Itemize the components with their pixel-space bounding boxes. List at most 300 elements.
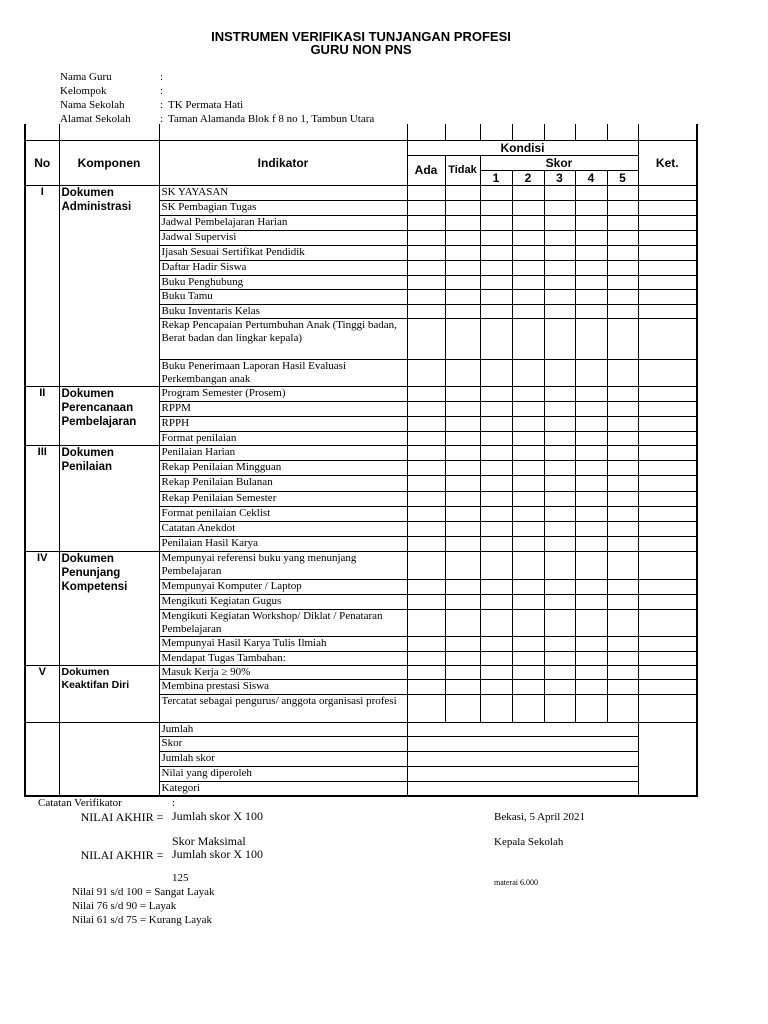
row-indikator: Buku Inventaris Kelas <box>159 304 407 318</box>
skor-2-cell[interactable] <box>512 536 544 551</box>
ket-cell[interactable] <box>638 475 697 491</box>
skor-4-cell[interactable] <box>575 230 607 245</box>
skor-2-cell[interactable] <box>512 289 544 304</box>
ket-cell[interactable] <box>638 416 697 431</box>
skor-2-cell[interactable] <box>512 230 544 245</box>
skor-3-cell[interactable] <box>544 289 575 304</box>
skor-2-cell[interactable] <box>512 200 544 215</box>
summary-label: Nilai yang diperoleh <box>159 766 407 781</box>
ket-cell[interactable] <box>638 694 697 722</box>
skor-3-cell[interactable] <box>544 694 575 722</box>
skor-4-cell[interactable] <box>575 694 607 722</box>
tidak-checkbox-cell[interactable] <box>445 506 480 521</box>
ket-cell[interactable] <box>638 491 697 506</box>
ket-cell[interactable] <box>638 386 697 401</box>
ada-checkbox-cell[interactable] <box>407 579 445 594</box>
ket-cell[interactable] <box>638 679 697 694</box>
skor-1-cell[interactable] <box>480 521 512 536</box>
skor-2-cell[interactable] <box>512 386 544 401</box>
summary-value-cell[interactable] <box>407 781 638 796</box>
tidak-checkbox-cell[interactable] <box>445 694 480 722</box>
skor-4-cell[interactable] <box>575 304 607 318</box>
ket-cell[interactable] <box>638 200 697 215</box>
skor-2-cell[interactable] <box>512 275 544 289</box>
row-indikator: SK YAYASAN <box>159 185 407 200</box>
formula-numerator-1: Jumlah skor X 100 <box>172 809 263 823</box>
header-skor-5: 5 <box>607 170 638 185</box>
ada-checkbox-cell[interactable] <box>407 536 445 551</box>
tidak-checkbox-cell[interactable] <box>445 185 480 200</box>
ada-checkbox-cell[interactable] <box>407 275 445 289</box>
skor-5-cell[interactable] <box>607 185 638 200</box>
skor-4-cell[interactable] <box>575 609 607 636</box>
row-indikator: Mengikuti Kegiatan Gugus <box>159 594 407 609</box>
ket-cell[interactable] <box>638 460 697 475</box>
skor-1-cell[interactable] <box>480 694 512 722</box>
skor-1-cell[interactable] <box>480 679 512 694</box>
summary-value-cell[interactable] <box>407 722 638 736</box>
skor-4-cell[interactable] <box>575 445 607 460</box>
tidak-checkbox-cell[interactable] <box>445 460 480 475</box>
skor-2-cell[interactable] <box>512 318 544 359</box>
ada-checkbox-cell[interactable] <box>407 445 445 460</box>
skor-5-cell[interactable] <box>607 401 638 416</box>
table-row <box>25 185 697 200</box>
skor-3-cell[interactable] <box>544 579 575 594</box>
skor-4-cell[interactable] <box>575 386 607 401</box>
skor-2-cell[interactable] <box>512 304 544 318</box>
skor-3-cell[interactable] <box>544 185 575 200</box>
ket-cell[interactable] <box>638 521 697 536</box>
ada-checkbox-cell[interactable] <box>407 185 445 200</box>
skor-5-cell[interactable] <box>607 304 638 318</box>
ket-cell[interactable] <box>638 445 697 460</box>
tidak-checkbox-cell[interactable] <box>445 665 480 679</box>
ada-checkbox-cell[interactable] <box>407 665 445 679</box>
ket-cell[interactable] <box>638 289 697 304</box>
skor-2-cell[interactable] <box>512 636 544 651</box>
tidak-checkbox-cell[interactable] <box>445 386 480 401</box>
skor-4-cell[interactable] <box>575 359 607 386</box>
skor-1-cell[interactable] <box>480 289 512 304</box>
skor-5-cell[interactable] <box>607 679 638 694</box>
tidak-checkbox-cell[interactable] <box>445 359 480 386</box>
skor-1-cell[interactable] <box>480 445 512 460</box>
skor-1-cell[interactable] <box>480 318 512 359</box>
summary-value-cell[interactable] <box>407 736 638 751</box>
table-row <box>25 445 697 460</box>
ada-checkbox-cell[interactable] <box>407 215 445 230</box>
tidak-checkbox-cell[interactable] <box>445 289 480 304</box>
skor-3-cell[interactable] <box>544 445 575 460</box>
row-no: IV <box>25 551 59 665</box>
skor-1-cell[interactable] <box>480 431 512 445</box>
skor-1-cell[interactable] <box>480 359 512 386</box>
summary-row <box>25 722 697 736</box>
skor-2-cell[interactable] <box>512 401 544 416</box>
row-no: III <box>25 445 59 551</box>
skor-3-cell[interactable] <box>544 665 575 679</box>
tidak-checkbox-cell[interactable] <box>445 594 480 609</box>
tidak-checkbox-cell[interactable] <box>445 609 480 636</box>
skor-2-cell[interactable] <box>512 460 544 475</box>
spacer-cell <box>480 124 512 140</box>
info-value: TK Permata Hati <box>168 99 244 111</box>
catatan-label: Catatan Verifikator <box>38 797 122 809</box>
skor-5-cell[interactable] <box>607 579 638 594</box>
skor-5-cell[interactable] <box>607 665 638 679</box>
skor-2-cell[interactable] <box>512 594 544 609</box>
skor-4-cell[interactable] <box>575 651 607 665</box>
skor-2-cell[interactable] <box>512 551 544 579</box>
skor-5-cell[interactable] <box>607 491 638 506</box>
skor-5-cell[interactable] <box>607 431 638 445</box>
tidak-checkbox-cell[interactable] <box>445 304 480 318</box>
skor-3-cell[interactable] <box>544 416 575 431</box>
summary-ket-cell <box>638 722 697 796</box>
skor-5-cell[interactable] <box>607 200 638 215</box>
info-row <box>60 84 168 98</box>
skor-5-cell[interactable] <box>607 594 638 609</box>
document-title: INSTRUMEN VERIFIKASI TUNJANGAN PROFESI <box>211 29 511 44</box>
ada-checkbox-cell[interactable] <box>407 460 445 475</box>
ada-checkbox-cell[interactable] <box>407 636 445 651</box>
skor-3-cell[interactable] <box>544 431 575 445</box>
tidak-checkbox-cell[interactable] <box>445 275 480 289</box>
ket-cell[interactable] <box>638 665 697 679</box>
skor-1-cell[interactable] <box>480 416 512 431</box>
tidak-checkbox-cell[interactable] <box>445 491 480 506</box>
ket-cell[interactable] <box>638 579 697 594</box>
ket-cell[interactable] <box>638 260 697 275</box>
skor-2-cell[interactable] <box>512 445 544 460</box>
ada-checkbox-cell[interactable] <box>407 200 445 215</box>
skor-5-cell[interactable] <box>607 386 638 401</box>
tidak-checkbox-cell[interactable] <box>445 475 480 491</box>
ket-cell[interactable] <box>638 185 697 200</box>
skor-5-cell[interactable] <box>607 416 638 431</box>
ada-checkbox-cell[interactable] <box>407 475 445 491</box>
skor-4-cell[interactable] <box>575 260 607 275</box>
tidak-checkbox-cell[interactable] <box>445 260 480 275</box>
skor-1-cell[interactable] <box>480 401 512 416</box>
skor-3-cell[interactable] <box>544 491 575 506</box>
skor-4-cell[interactable] <box>575 416 607 431</box>
skor-1-cell[interactable] <box>480 506 512 521</box>
skor-1-cell[interactable] <box>480 304 512 318</box>
skor-3-cell[interactable] <box>544 594 575 609</box>
skor-5-cell[interactable] <box>607 215 638 230</box>
row-komponen: Dokumen Penilaian <box>59 445 159 551</box>
skor-2-cell[interactable] <box>512 416 544 431</box>
skor-3-cell[interactable] <box>544 318 575 359</box>
skor-5-cell[interactable] <box>607 289 638 304</box>
skor-4-cell[interactable] <box>575 521 607 536</box>
skor-2-cell[interactable] <box>512 579 544 594</box>
spacer-cell <box>512 124 544 140</box>
skor-4-cell[interactable] <box>575 579 607 594</box>
spacer-cell <box>159 124 407 140</box>
tidak-checkbox-cell[interactable] <box>445 679 480 694</box>
ket-cell[interactable] <box>638 359 697 386</box>
skor-5-cell[interactable] <box>607 536 638 551</box>
tidak-checkbox-cell[interactable] <box>445 318 480 359</box>
header-skor-3: 3 <box>544 170 575 185</box>
skor-3-cell[interactable] <box>544 679 575 694</box>
skor-1-cell[interactable] <box>480 460 512 475</box>
skor-3-cell[interactable] <box>544 215 575 230</box>
skor-3-cell[interactable] <box>544 260 575 275</box>
skor-4-cell[interactable] <box>575 665 607 679</box>
skor-1-cell[interactable] <box>480 651 512 665</box>
skor-1-cell[interactable] <box>480 215 512 230</box>
ket-cell[interactable] <box>638 636 697 651</box>
skor-1-cell[interactable] <box>480 536 512 551</box>
skor-2-cell[interactable] <box>512 215 544 230</box>
ada-checkbox-cell[interactable] <box>407 304 445 318</box>
row-indikator: Rekap Penilaian Semester <box>159 491 407 506</box>
skor-4-cell[interactable] <box>575 215 607 230</box>
skor-4-cell[interactable] <box>575 275 607 289</box>
header-indikator: Indikator <box>159 140 407 185</box>
skor-4-cell[interactable] <box>575 679 607 694</box>
skor-3-cell[interactable] <box>544 460 575 475</box>
tidak-checkbox-cell[interactable] <box>445 215 480 230</box>
skor-3-cell[interactable] <box>544 636 575 651</box>
skor-5-cell[interactable] <box>607 521 638 536</box>
skor-1-cell[interactable] <box>480 579 512 594</box>
skor-1-cell[interactable] <box>480 230 512 245</box>
skor-3-cell[interactable] <box>544 506 575 521</box>
ada-checkbox-cell[interactable] <box>407 289 445 304</box>
skor-3-cell[interactable] <box>544 551 575 579</box>
ada-checkbox-cell[interactable] <box>407 260 445 275</box>
tidak-checkbox-cell[interactable] <box>445 551 480 579</box>
info-colon: : <box>160 85 164 97</box>
ket-cell[interactable] <box>638 230 697 245</box>
skor-4-cell[interactable] <box>575 185 607 200</box>
skor-3-cell[interactable] <box>544 475 575 491</box>
skor-3-cell[interactable] <box>544 401 575 416</box>
skor-2-cell[interactable] <box>512 679 544 694</box>
skor-3-cell[interactable] <box>544 245 575 260</box>
skor-4-cell[interactable] <box>575 245 607 260</box>
tidak-checkbox-cell[interactable] <box>445 636 480 651</box>
ada-checkbox-cell[interactable] <box>407 521 445 536</box>
skor-5-cell[interactable] <box>607 609 638 636</box>
skor-3-cell[interactable] <box>544 521 575 536</box>
skor-4-cell[interactable] <box>575 636 607 651</box>
header-tidak: Tidak <box>445 155 480 185</box>
skor-2-cell[interactable] <box>512 359 544 386</box>
skor-4-cell[interactable] <box>575 475 607 491</box>
ada-checkbox-cell[interactable] <box>407 386 445 401</box>
skor-1-cell[interactable] <box>480 491 512 506</box>
ada-checkbox-cell[interactable] <box>407 230 445 245</box>
info-colon: : <box>160 71 164 83</box>
ket-cell[interactable] <box>638 536 697 551</box>
ada-checkbox-cell[interactable] <box>407 651 445 665</box>
skor-5-cell[interactable] <box>607 694 638 722</box>
skor-3-cell[interactable] <box>544 359 575 386</box>
skor-4-cell[interactable] <box>575 594 607 609</box>
ada-checkbox-cell[interactable] <box>407 679 445 694</box>
skor-1-cell[interactable] <box>480 200 512 215</box>
row-komponen: Dokumen Administrasi <box>59 185 159 386</box>
row-no: I <box>25 185 59 386</box>
skor-1-cell[interactable] <box>480 665 512 679</box>
ket-cell[interactable] <box>638 275 697 289</box>
row-komponen: Dokumen Penunjang Kompetensi <box>59 551 159 665</box>
formula-numerator-2: Jumlah skor X 100 <box>172 847 263 861</box>
skor-2-cell[interactable] <box>512 475 544 491</box>
row-no: V <box>25 665 59 722</box>
summary-value-cell[interactable] <box>407 766 638 781</box>
skor-1-cell[interactable] <box>480 260 512 275</box>
row-indikator: Rekap Penilaian Mingguan <box>159 460 407 475</box>
skor-3-cell[interactable] <box>544 609 575 636</box>
skor-4-cell[interactable] <box>575 551 607 579</box>
skor-5-cell[interactable] <box>607 651 638 665</box>
ket-cell[interactable] <box>638 594 697 609</box>
skor-3-cell[interactable] <box>544 230 575 245</box>
skor-3-cell[interactable] <box>544 304 575 318</box>
row-no: II <box>25 386 59 445</box>
skor-5-cell[interactable] <box>607 260 638 275</box>
row-indikator: Penilaian Harian <box>159 445 407 460</box>
skor-4-cell[interactable] <box>575 318 607 359</box>
skor-1-cell[interactable] <box>480 594 512 609</box>
skor-2-cell[interactable] <box>512 665 544 679</box>
scale-layak: Nilai 76 s/d 90 = Layak <box>72 900 177 912</box>
summary-value-cell[interactable] <box>407 751 638 766</box>
skor-3-cell[interactable] <box>544 275 575 289</box>
summary-label: Jumlah <box>159 722 407 736</box>
skor-5-cell[interactable] <box>607 275 638 289</box>
skor-1-cell[interactable] <box>480 185 512 200</box>
skor-5-cell[interactable] <box>607 359 638 386</box>
skor-1-cell[interactable] <box>480 551 512 579</box>
skor-5-cell[interactable] <box>607 551 638 579</box>
skor-5-cell[interactable] <box>607 475 638 491</box>
skor-2-cell[interactable] <box>512 694 544 722</box>
skor-5-cell[interactable] <box>607 506 638 521</box>
ket-cell[interactable] <box>638 304 697 318</box>
row-indikator: Daftar Hadir Siswa <box>159 260 407 275</box>
ada-checkbox-cell[interactable] <box>407 401 445 416</box>
tidak-checkbox-cell[interactable] <box>445 521 480 536</box>
skor-4-cell[interactable] <box>575 289 607 304</box>
skor-2-cell[interactable] <box>512 185 544 200</box>
skor-2-cell[interactable] <box>512 245 544 260</box>
skor-3-cell[interactable] <box>544 651 575 665</box>
skor-4-cell[interactable] <box>575 200 607 215</box>
header-kondisi: Kondisi <box>407 140 638 155</box>
skor-1-cell[interactable] <box>480 245 512 260</box>
skor-4-cell[interactable] <box>575 460 607 475</box>
ket-cell[interactable] <box>638 551 697 579</box>
tidak-checkbox-cell[interactable] <box>445 445 480 460</box>
ada-checkbox-cell[interactable] <box>407 359 445 386</box>
skor-1-cell[interactable] <box>480 609 512 636</box>
skor-5-cell[interactable] <box>607 318 638 359</box>
skor-5-cell[interactable] <box>607 230 638 245</box>
ada-checkbox-cell[interactable] <box>407 551 445 579</box>
header-skor-4: 4 <box>575 170 607 185</box>
ket-cell[interactable] <box>638 431 697 445</box>
ada-checkbox-cell[interactable] <box>407 594 445 609</box>
ket-cell[interactable] <box>638 318 697 359</box>
ket-cell[interactable] <box>638 609 697 636</box>
skor-4-cell[interactable] <box>575 506 607 521</box>
tidak-checkbox-cell[interactable] <box>445 579 480 594</box>
tidak-checkbox-cell[interactable] <box>445 200 480 215</box>
skor-5-cell[interactable] <box>607 460 638 475</box>
skor-3-cell[interactable] <box>544 200 575 215</box>
spacer-cell <box>25 124 59 140</box>
ket-cell[interactable] <box>638 215 697 230</box>
ket-cell[interactable] <box>638 651 697 665</box>
skor-2-cell[interactable] <box>512 521 544 536</box>
ket-cell[interactable] <box>638 401 697 416</box>
tidak-checkbox-cell[interactable] <box>445 230 480 245</box>
skor-3-cell[interactable] <box>544 386 575 401</box>
skor-5-cell[interactable] <box>607 245 638 260</box>
skor-2-cell[interactable] <box>512 651 544 665</box>
ada-checkbox-cell[interactable] <box>407 318 445 359</box>
ada-checkbox-cell[interactable] <box>407 609 445 636</box>
ada-checkbox-cell[interactable] <box>407 506 445 521</box>
skor-4-cell[interactable] <box>575 536 607 551</box>
ket-cell[interactable] <box>638 506 697 521</box>
tidak-checkbox-cell[interactable] <box>445 536 480 551</box>
skor-1-cell[interactable] <box>480 475 512 491</box>
tidak-checkbox-cell[interactable] <box>445 245 480 260</box>
skor-1-cell[interactable] <box>480 636 512 651</box>
ket-cell[interactable] <box>638 245 697 260</box>
kepala-sekolah: Kepala Sekolah <box>494 836 564 848</box>
tidak-checkbox-cell[interactable] <box>445 431 480 445</box>
spacer-cell <box>445 124 480 140</box>
ada-checkbox-cell[interactable] <box>407 431 445 445</box>
skor-5-cell[interactable] <box>607 445 638 460</box>
tidak-checkbox-cell[interactable] <box>445 401 480 416</box>
skor-2-cell[interactable] <box>512 431 544 445</box>
header-skor-2: 2 <box>512 170 544 185</box>
skor-2-cell[interactable] <box>512 491 544 506</box>
skor-2-cell[interactable] <box>512 506 544 521</box>
ada-checkbox-cell[interactable] <box>407 245 445 260</box>
skor-4-cell[interactable] <box>575 491 607 506</box>
skor-1-cell[interactable] <box>480 386 512 401</box>
tidak-checkbox-cell[interactable] <box>445 416 480 431</box>
ada-checkbox-cell[interactable] <box>407 416 445 431</box>
ada-checkbox-cell[interactable] <box>407 491 445 506</box>
skor-2-cell[interactable] <box>512 260 544 275</box>
skor-4-cell[interactable] <box>575 401 607 416</box>
table-row <box>25 551 697 579</box>
skor-3-cell[interactable] <box>544 536 575 551</box>
scale-sangat-layak: Nilai 91 s/d 100 = Sangat Layak <box>72 886 215 898</box>
ada-checkbox-cell[interactable] <box>407 694 445 722</box>
skor-1-cell[interactable] <box>480 275 512 289</box>
row-indikator: Mengikuti Kegiatan Workshop/ Diklat / Penataran Pembelajaran <box>159 609 407 636</box>
tidak-checkbox-cell[interactable] <box>445 651 480 665</box>
skor-2-cell[interactable] <box>512 609 544 636</box>
row-indikator: Format penilaian Ceklist <box>159 506 407 521</box>
skor-4-cell[interactable] <box>575 431 607 445</box>
skor-5-cell[interactable] <box>607 636 638 651</box>
